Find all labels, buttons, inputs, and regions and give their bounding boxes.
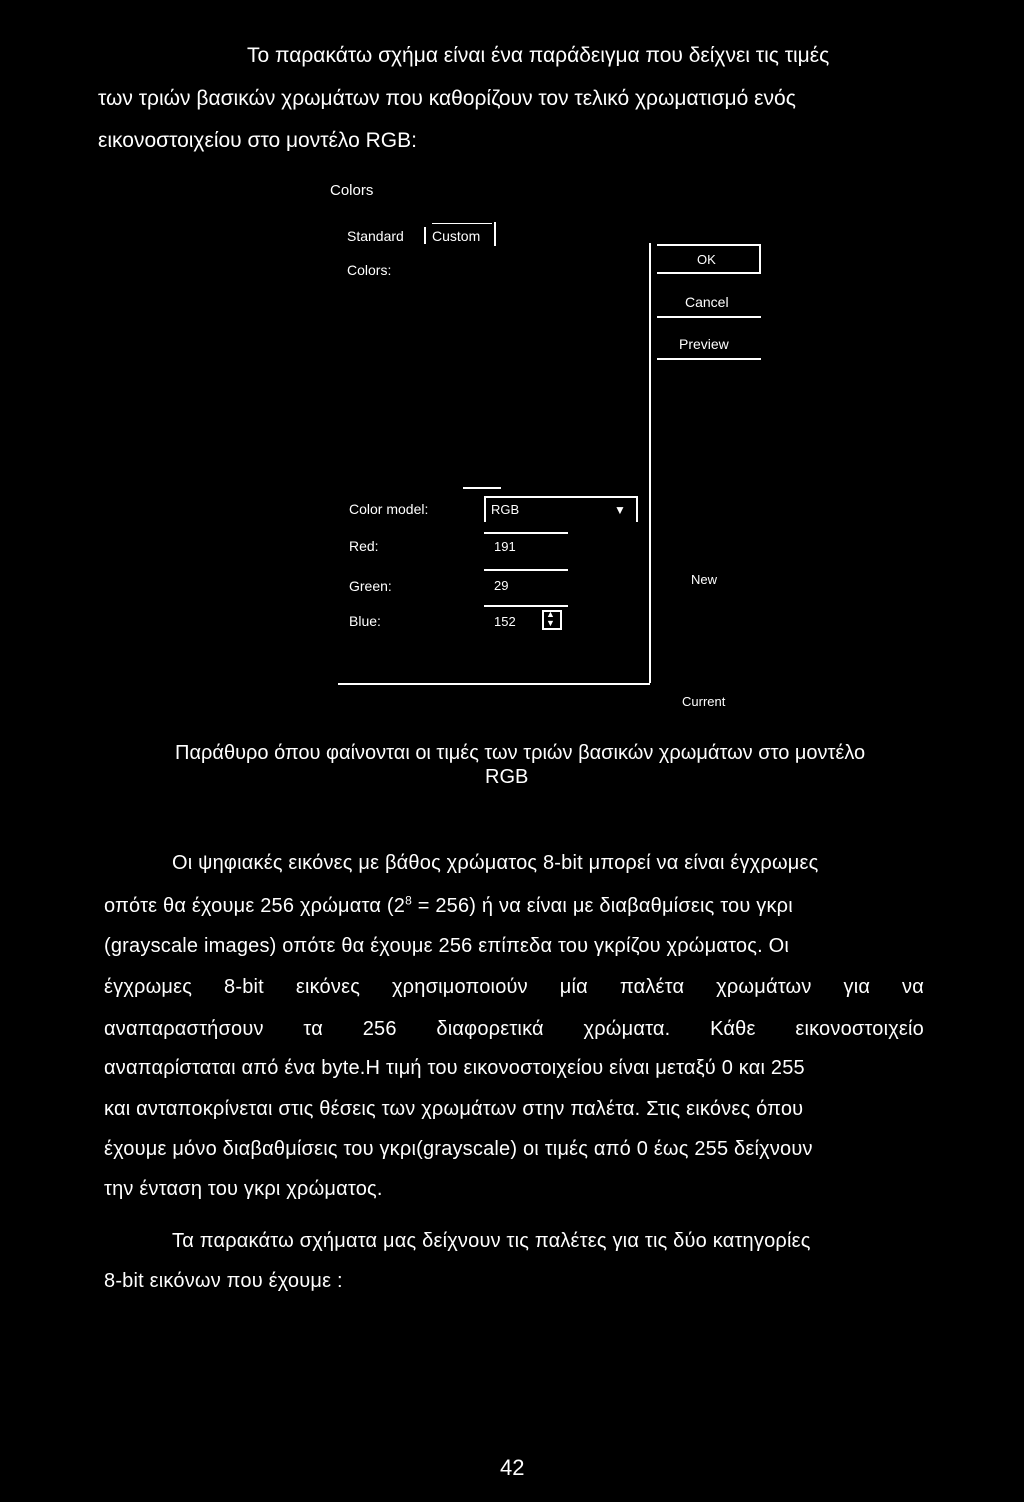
body-line-3: (grayscale images) οπότε θα έχουμε 256 επίπεδα του γκρίζου χρώματος. Οι [104, 935, 790, 957]
intro-line-3: εικονοστοιχείου στο μοντέλο RGB: [98, 129, 417, 152]
intro-line-1: Το παρακάτω σχήμα είναι ένα παράδειγμα που δείχνει τις τιμές [247, 44, 830, 67]
body-line-1: Οι ψηφιακές εικόνες με βάθος χρώματος 8-bit μπορεί να είναι έγχρωμες [172, 852, 819, 874]
cancel-button-label: Cancel [685, 294, 729, 310]
custom-tab-label: Custom [432, 228, 481, 244]
word: παλέτα [619, 976, 685, 998]
word: εικονοστοιχείο [795, 1018, 924, 1040]
color-model-value: RGB [491, 502, 520, 517]
blue-label: Blue: [349, 613, 381, 629]
body-line-2-pre: οπότε θα έχουμε 256 χρώματα (2 [104, 895, 406, 917]
word: Κάθε [710, 1018, 756, 1040]
green-value: 29 [494, 578, 509, 593]
custom-tab-right-border [494, 222, 496, 246]
word: χρώματα. [583, 1018, 671, 1040]
body-line-2 [104, 895, 793, 918]
word: μία [559, 976, 588, 998]
red-value: 191 [494, 539, 516, 554]
body-line-4 [104, 976, 924, 999]
spin-stepper[interactable] [542, 610, 562, 630]
cancel-button[interactable] [657, 292, 761, 318]
custom-tab-left-border [424, 227, 426, 244]
standard-tab-label[interactable]: Standard [347, 228, 404, 244]
red-field[interactable] [484, 532, 568, 558]
body-line-8: έχουμε μόνο διαβαθμίσεις του γκρι(grayscale) οι τιμές από 0 έως 255 δείχνουν [104, 1138, 813, 1160]
word: 8-bit [224, 976, 264, 998]
word: διαφορετικά [436, 1018, 544, 1040]
intro-line-2: των τριών βασικών χρωμάτων που καθορίζουν τον τελικό χρωματισμό ενός [98, 87, 796, 110]
page-number: 42 [500, 1455, 525, 1480]
word: τα [303, 1018, 324, 1040]
caption-line-2: RGB [485, 766, 529, 788]
green-field[interactable] [484, 569, 568, 595]
custom-tab-top-border [432, 223, 492, 224]
panel-divider [649, 243, 651, 683]
chevron-up-icon: ▲ [546, 609, 555, 619]
superscript-exponent: 8 [405, 893, 412, 908]
word: χρωμάτων [716, 976, 812, 998]
blue-value: 152 [494, 614, 516, 629]
dialog-bottom-line [338, 683, 650, 685]
current-label: Current [682, 694, 726, 709]
blue-field[interactable] [484, 605, 568, 633]
word: 256 [362, 1018, 397, 1040]
green-label: Green: [349, 578, 392, 594]
word: για [843, 976, 871, 998]
preview-button-label: Preview [679, 336, 729, 352]
dialog-title: Colors [330, 182, 374, 199]
ok-button[interactable] [657, 244, 761, 274]
new-label: New [691, 572, 718, 587]
body-line-2-post: = 256) ή να είναι με διαβαθμίσεις του γκρι [411, 895, 793, 917]
color-model-label: Color model: [349, 501, 429, 517]
colors-label: Colors: [347, 262, 392, 278]
body-line-9: την ένταση του γκρι χρώματος. [104, 1178, 383, 1200]
ok-button-label: OK [697, 252, 716, 267]
chevron-down-icon: ▼ [614, 503, 626, 517]
custom-tab[interactable] [424, 222, 496, 246]
word: εικόνες [295, 976, 361, 998]
body-line-7: και ανταποκρίνεται στις θέσεις των χρωμάτων στην παλέτα. Στις εικόνες όπου [104, 1098, 804, 1120]
word: χρησιμοποιούν [391, 976, 528, 998]
word: αναπαραστήσουν [104, 1018, 264, 1040]
word: έγχρωμες [104, 976, 193, 998]
group-top-mark [463, 487, 501, 489]
caption-line-1: Παράθυρο όπου φαίνονται οι τιμές των τριών βασικών χρωμάτων στο μοντέλο [175, 742, 866, 764]
body-line-5 [104, 1018, 924, 1041]
preview-button[interactable] [657, 334, 761, 360]
outro-line-1: Τα παρακάτω σχήματα μας δείχνουν τις παλέτες για τις δύο κατηγορίες [172, 1230, 811, 1252]
outro-line-2: 8-bit εικόνων που έχουμε : [104, 1270, 343, 1292]
body-line-6: αναπαρίσταται από ένα byte.Η τιμή του εικονοστοιχείου είναι μεταξύ 0 και 255 [104, 1057, 805, 1079]
chevron-down-icon: ▼ [546, 618, 555, 628]
word: να [902, 976, 924, 998]
color-model-select[interactable] [484, 496, 638, 522]
red-label: Red: [349, 538, 379, 554]
